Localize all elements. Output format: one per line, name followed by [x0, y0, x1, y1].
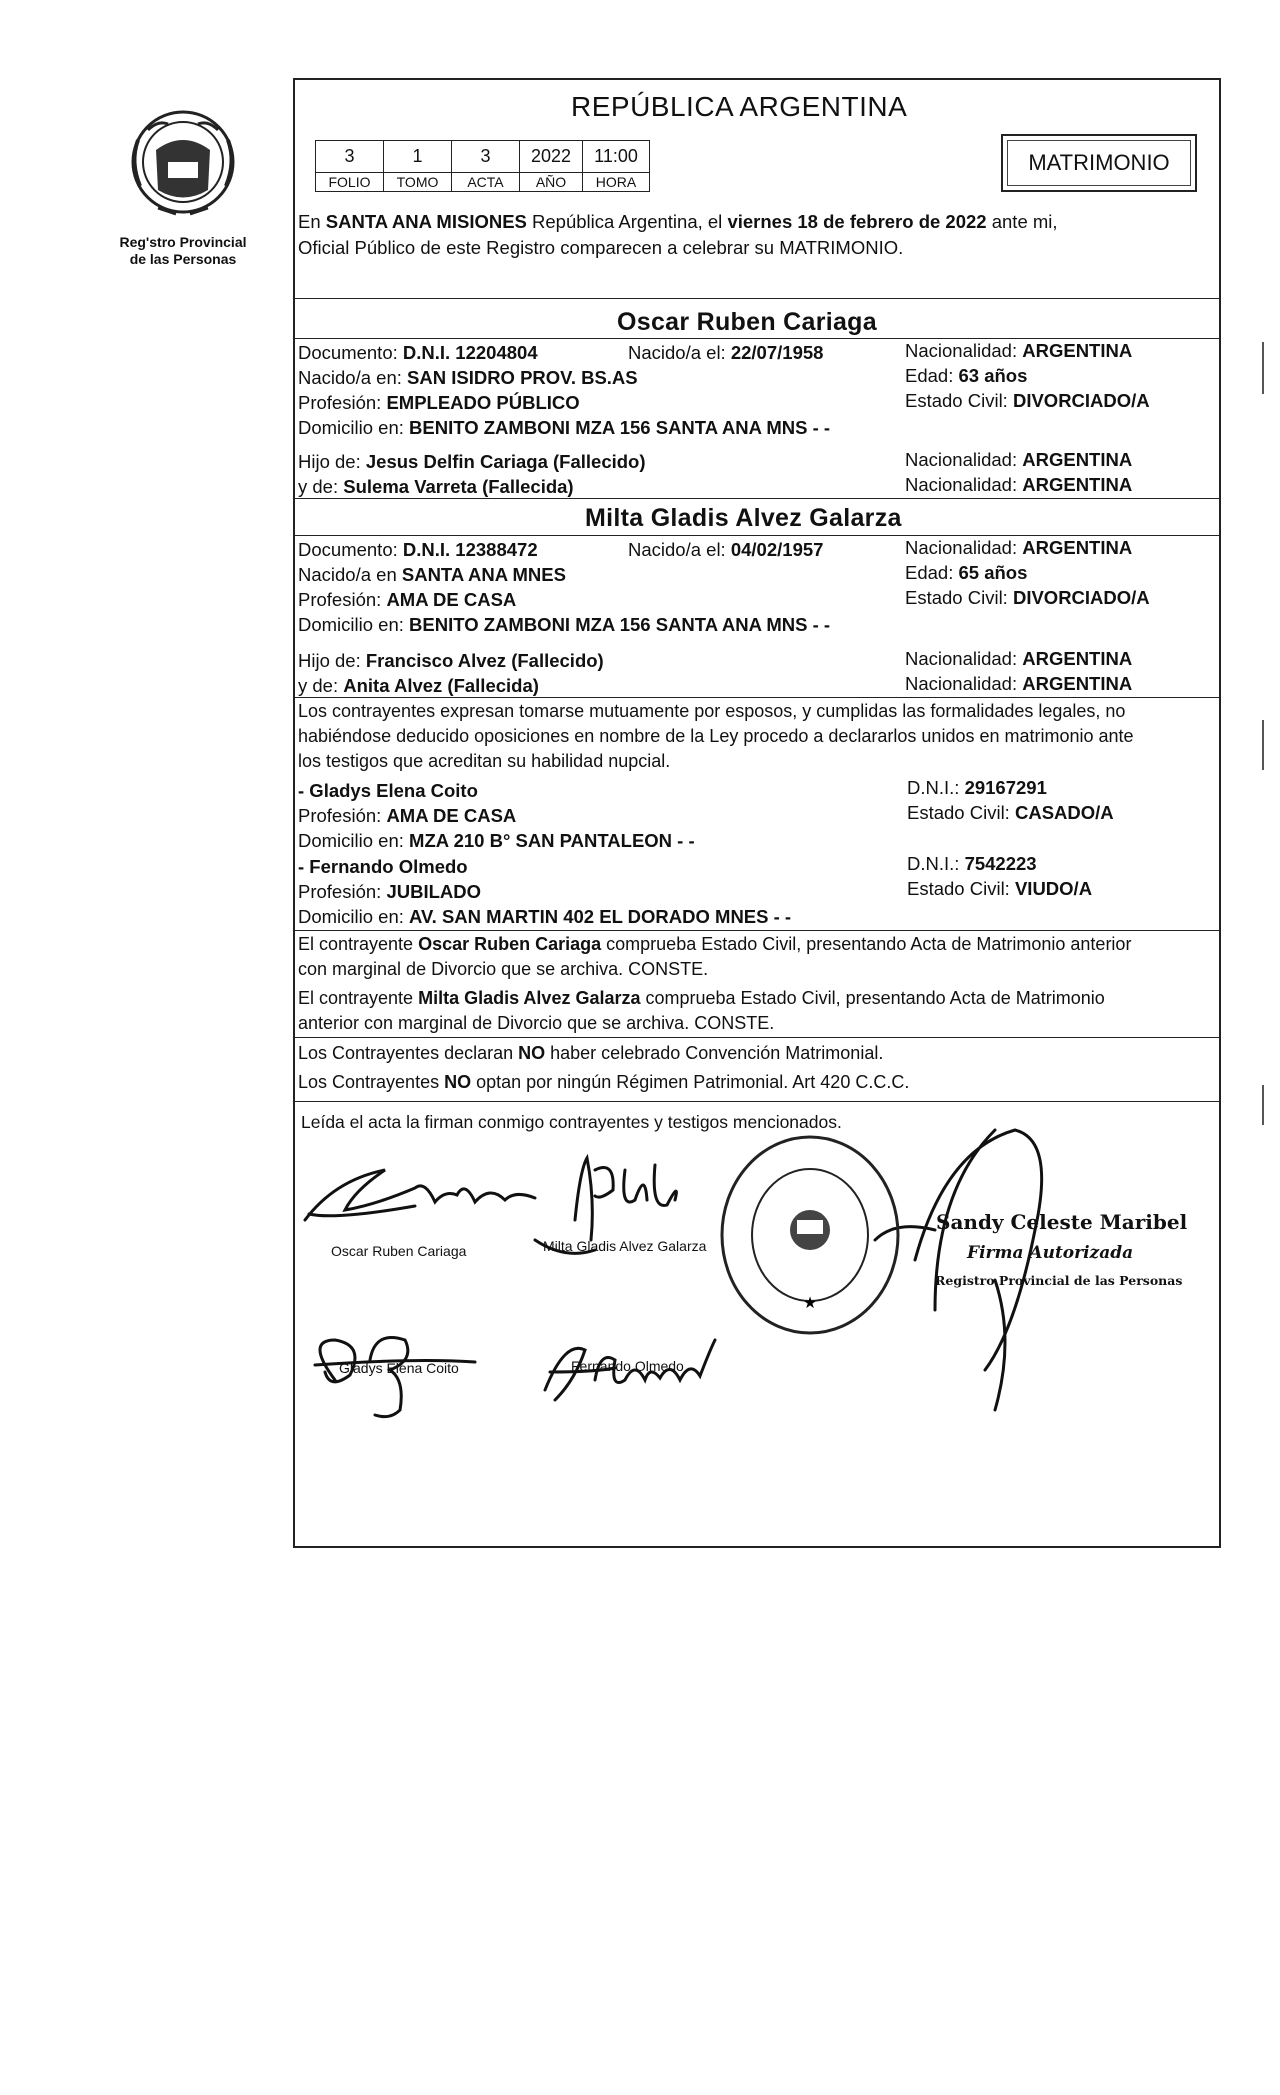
registry-logo — [118, 100, 248, 230]
spouse2-name: Milta Gladis Alvez Galarza — [585, 504, 902, 532]
spouse1-father-nationality: Nacionalidad: ARGENTINA — [905, 449, 1133, 470]
divider — [295, 298, 1219, 299]
note1-line-2: con marginal de Divorcio que se archiva. CONSTE. — [298, 959, 709, 979]
spouse1-profession: Profesión: EMPLEADO PÚBLICO — [298, 392, 580, 413]
spouse2-profession: Profesión: AMA DE CASA — [298, 589, 517, 610]
spouse2-mother-nationality: Nacionalidad: ARGENTINA — [905, 673, 1133, 694]
witness2-name: - Fernando Olmedo — [298, 856, 468, 877]
spouse2-mother: y de: Anita Alvez (Fallecida) — [298, 675, 539, 696]
signature-caption-1: Oscar Ruben Cariaga — [331, 1243, 467, 1259]
folio-label: FOLIO — [316, 173, 384, 192]
witness1-profession: Profesión: AMA DE CASA — [298, 805, 517, 826]
witness1-civil-status: Estado Civil: CASADO/A — [907, 802, 1114, 823]
witness2-dni: D.N.I.: 7542223 — [907, 853, 1037, 874]
divider — [295, 338, 1219, 339]
closing-text: Leída el acta la firman conmigo contrayentes y testigos mencionados. — [301, 1112, 842, 1132]
anio-label: AÑO — [520, 173, 583, 192]
registry-name — [95, 234, 271, 268]
margin-mark — [1262, 342, 1264, 394]
spouse1-civil-status: Estado Civil: DIVORCIADO/A — [905, 390, 1150, 411]
witness2-address: Domicilio en: AV. SAN MARTIN 402 EL DORADO MNES - - — [298, 906, 792, 927]
marriage-certificate — [293, 78, 1221, 1548]
note1-line-1: El contrayente Oscar Ruben Cariaga comprueba Estado Civil, presentando Acta de Matrimonio anterior — [298, 934, 1132, 954]
divider — [295, 697, 1219, 698]
spouse1-mother: y de: Sulema Varreta (Fallecida) — [298, 476, 574, 497]
witness2-civil-status: Estado Civil: VIUDO/A — [907, 878, 1093, 899]
witness1-dni: D.N.I.: 29167291 — [907, 777, 1047, 798]
witness2-profession: Profesión: JUBILADO — [298, 881, 481, 902]
margin-mark — [1262, 1085, 1264, 1125]
regime-line-1: Los Contrayentes declaran NO haber celebrado Convención Matrimonial. — [298, 1043, 884, 1063]
tomo-label: TOMO — [384, 173, 452, 192]
declaration-line-2: habiéndose deducido oposiciones en nombre de la Ley procedo a declararlos unidos en matrimonio ante — [298, 726, 1134, 746]
spouse1-birthdate: Nacido/a el: 22/07/1958 — [628, 342, 824, 363]
officer-office: Registro Provincial de las Personas — [935, 1273, 1183, 1288]
spouse2-father: Hijo de: Francisco Alvez (Fallecido) — [298, 650, 604, 671]
anio-value: 2022 — [520, 141, 583, 173]
registry-name-line1: Reg'stro Provincial — [119, 234, 247, 250]
spouse2-document: Documento: D.N.I. 12388472 — [298, 539, 538, 560]
declaration-line-1: Los contrayentes expresan tomarse mutuamente por esposos, y cumplidas las formalidades legales, no — [298, 701, 1126, 721]
acta-label: ACTA — [452, 173, 520, 192]
divider — [295, 498, 1219, 499]
spouse1-name: Oscar Ruben Cariaga — [617, 308, 877, 336]
margin-mark — [1262, 720, 1264, 770]
officer-name: Sandy Celeste Maribel — [936, 1210, 1188, 1234]
spouse2-father-nationality: Nacionalidad: ARGENTINA — [905, 648, 1133, 669]
document-type: MATRIMONIO — [1028, 150, 1170, 175]
divider — [295, 930, 1219, 931]
spouse2-address: Domicilio en: BENITO ZAMBONI MZA 156 SANTA ANA MNS - - — [298, 614, 831, 635]
witness1-name: - Gladys Elena Coito — [298, 780, 478, 801]
document-type-box — [1001, 134, 1197, 192]
signature-caption-4: Fernando Olmedo — [571, 1358, 684, 1374]
tomo-value: 1 — [384, 141, 452, 173]
provincial-shield-icon — [118, 100, 248, 230]
spouse2-age: Edad: 65 años — [905, 562, 1028, 583]
spouse1-mother-nationality: Nacionalidad: ARGENTINA — [905, 474, 1133, 495]
note2-line-1: El contrayente Milta Gladis Alvez Galarza comprueba Estado Civil, presentando Acta de Matrimonio — [298, 988, 1105, 1008]
declaration-line-3: los testigos que acreditan su habilidad nupcial. — [298, 751, 671, 771]
spouse1-document: Documento: D.N.I. 12204804 — [298, 342, 538, 363]
spouse2-birthplace: Nacido/a en SANTA ANA MNES — [298, 564, 566, 585]
registry-seal-icon — [715, 1130, 905, 1340]
document-title: REPÚBLICA ARGENTINA — [571, 91, 908, 122]
note2-line-2: anterior con marginal de Divorcio que se archiva. CONSTE. — [298, 1013, 775, 1033]
divider — [295, 1037, 1219, 1038]
registry-name-line2: de las Personas — [129, 251, 237, 267]
intro-place: SANTA ANA MISIONES — [325, 211, 527, 232]
intro-line-2: Oficial Público de este Registro comparecen a celebrar su MATRIMONIO. — [298, 237, 904, 258]
divider — [295, 1101, 1219, 1102]
regime-line-2: Los Contrayentes NO optan por ningún Régimen Patrimonial. Art 420 C.C.C. — [298, 1072, 910, 1092]
registry-fields-table — [315, 140, 650, 192]
spouse2-nationality: Nacionalidad: ARGENTINA — [905, 537, 1133, 558]
officer-title: Firma Autorizada — [967, 1243, 1134, 1263]
spouse2-birthdate: Nacido/a el: 04/02/1957 — [628, 539, 824, 560]
spouse1-age: Edad: 63 años — [905, 365, 1028, 386]
intro-date: viernes 18 de febrero de 2022 — [727, 211, 987, 232]
spouse1-nationality: Nacionalidad: ARGENTINA — [905, 340, 1133, 361]
svg-text:★: ★ — [802, 1293, 818, 1312]
spouse1-address: Domicilio en: BENITO ZAMBONI MZA 156 SANTA ANA MNS - - — [298, 417, 831, 438]
divider — [295, 535, 1219, 536]
acta-value: 3 — [452, 141, 520, 173]
intro-line-1: En SANTA ANA MISIONES República Argentina, el viernes 18 de febrero de 2022 ante mi, — [298, 211, 1058, 232]
witness1-address: Domicilio en: MZA 210 B° SAN PANTALEON - - — [298, 830, 695, 851]
spouse2-civil-status: Estado Civil: DIVORCIADO/A — [905, 587, 1150, 608]
hora-label: HORA — [583, 173, 650, 192]
spouse1-birthplace: Nacido/a en: SAN ISIDRO PROV. BS.AS — [298, 367, 638, 388]
spouse1-father: Hijo de: Jesus Delfin Cariaga (Fallecido) — [298, 451, 646, 472]
hora-value: 11:00 — [583, 141, 650, 173]
signature-caption-2: Milta Gladis Alvez Galarza — [543, 1238, 707, 1254]
signature-caption-3: Gladys Elena Coito — [339, 1360, 459, 1376]
folio-value: 3 — [316, 141, 384, 173]
